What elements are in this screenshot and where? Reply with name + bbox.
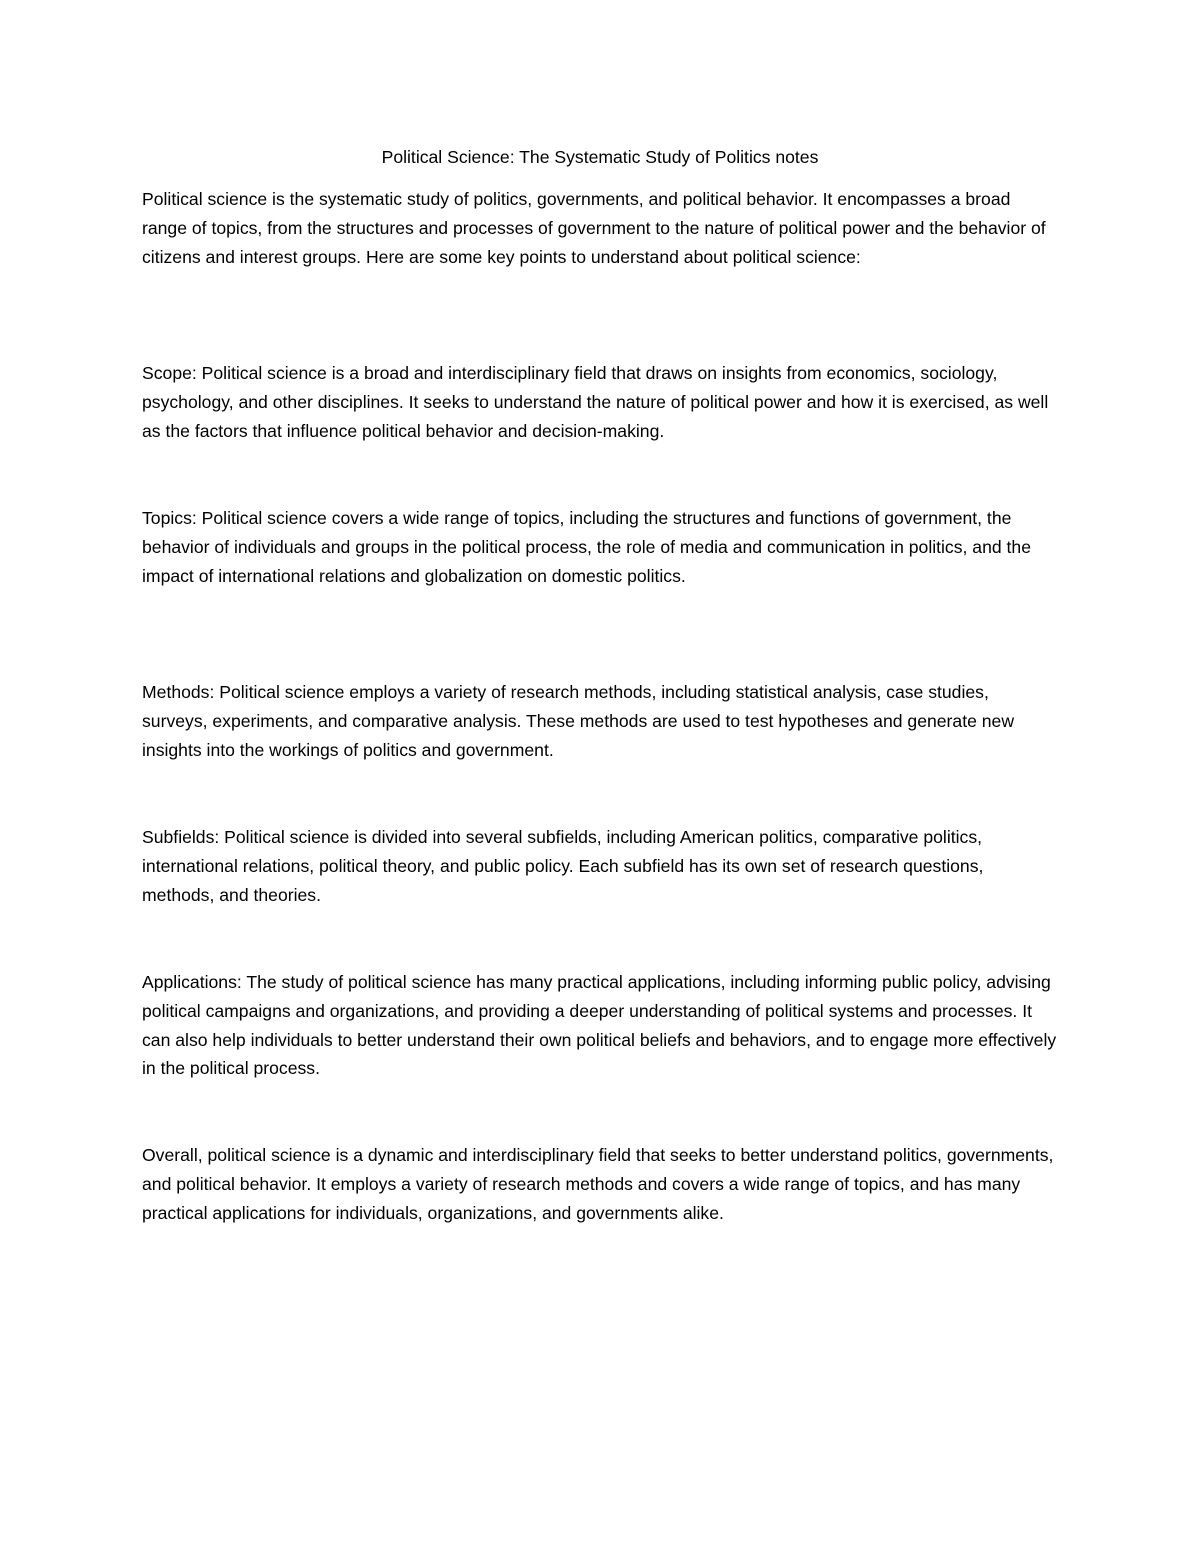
- paragraph-methods: Methods: Political science employs a variety of research methods, including statistical analysis, case studies, surveys, experiments, and comparative analysis. These methods are used to test hypotheses and generate new insights into the workings of politics and government.: [142, 682, 1015, 760]
- paragraph-topics: Topics: Political science covers a wide range of topics, including the structures and functions of government, the behavior of individuals and groups in the political process, the role of media and communication in politics, and the impact of international relations and globalization on domestic politics.: [142, 508, 1031, 586]
- paragraph-scope: Scope: Political science is a broad and interdisciplinary field that draws on insights from economics, sociology, psychology, and other disciplines. It seeks to understand the nature of political power and how it is exercised, as well as the factors that influence political behavior and decision-making.: [142, 363, 1049, 441]
- document-title: Political Science: The Systematic Study of Politics notes: [381, 147, 819, 167]
- paragraph-applications: Applications: The study of political science has many practical applications, including informing public policy, advising political campaigns and organizations, and providing a deeper understanding of political systems and processes. It can also help individuals to better understand their own political beliefs and behaviors, and to engage more effectively in the political process.: [142, 972, 1057, 1079]
- paragraph-intro: Political science is the systematic study of politics, governments, and political behavior. It encompasses a broad range of topics, from the structures and processes of government to the nature of political power and the behavior of citizens and interest groups. Here are some key points to understand about political science:: [142, 189, 1046, 267]
- paragraph-subfields: Subfields: Political science is divided into several subfields, including American politics, comparative politics, international relations, political theory, and public policy. Each subfield has its own set of research questions, methods, and theories.: [142, 827, 984, 905]
- paragraph-overall: Overall, political science is a dynamic and interdisciplinary field that seeks to better understand politics, governments, and political behavior. It employs a variety of research methods and covers a wide range of topics, and has many practical applications for individuals, organizations, and governments alike.: [142, 1145, 1054, 1223]
